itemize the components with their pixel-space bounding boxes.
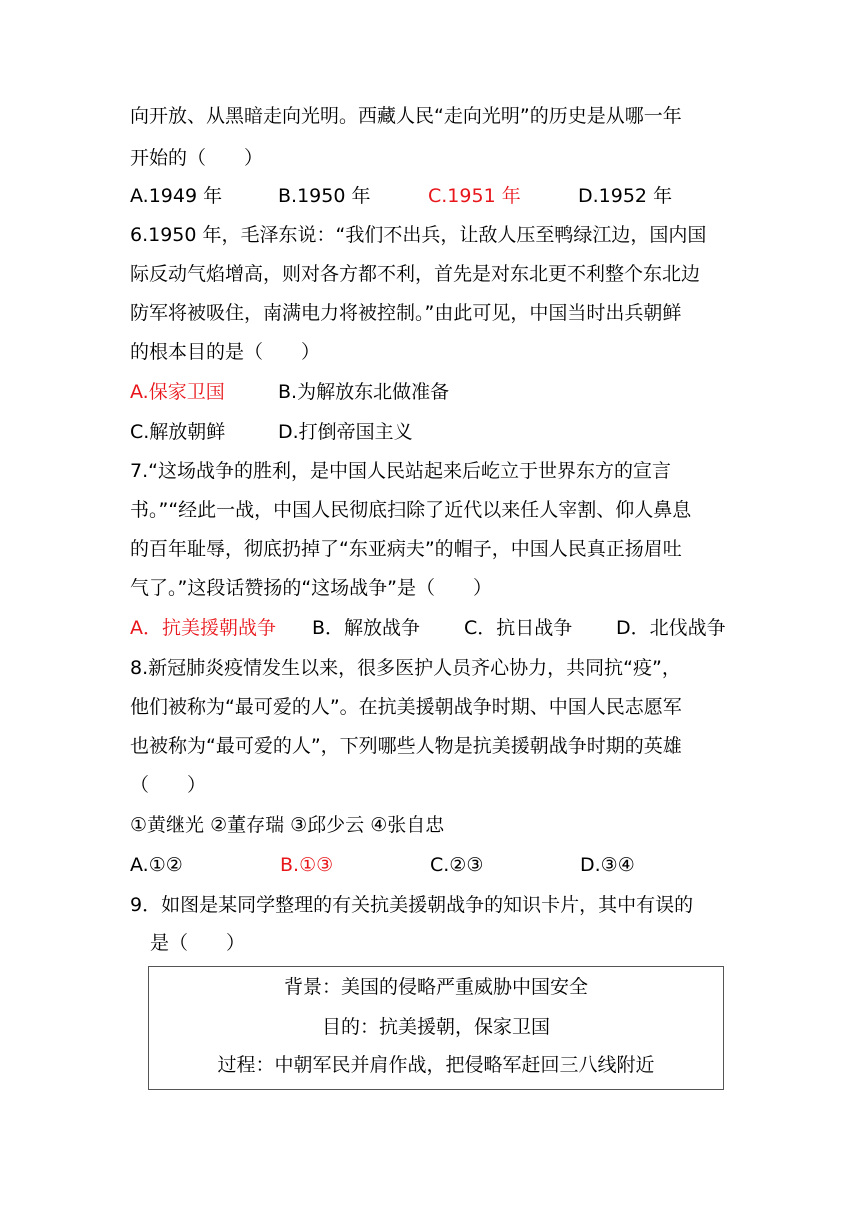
q9-line-2: 是（ ）	[150, 932, 246, 954]
q8-line-3: 也被称为“最可爱的人”，下列哪些人物是抗美援朝战争时期的英雄	[130, 735, 682, 757]
q8-option-d: D.③④	[580, 854, 635, 876]
q6-line-2: 际反动气焰增高，则对各方都不利，首先是对东北更不利整个东北边	[130, 263, 701, 285]
q5-line-2: 开始的（ ）	[130, 147, 264, 169]
q7-line-1: 7.“这场战争的胜利，是中国人民站起来后屹立于世界东方的宣言	[130, 460, 671, 482]
q6-line-4: 的根本目的是（ ）	[130, 341, 321, 363]
q5-option-d: D.1952 年	[578, 185, 673, 207]
q9-line-1: 9．如图是某同学整理的有关抗美援朝战争的知识卡片，其中有误的	[130, 894, 694, 916]
q6-option-a-answer: A.保家卫国	[130, 381, 225, 403]
q7-option-c: C．抗日战争	[464, 617, 573, 639]
q6-option-b: B.为解放东北做准备	[278, 381, 450, 403]
q6-line-3: 防军将被吸住，南满电力将被控制。”由此可见，中国当时出兵朝鲜	[130, 302, 682, 324]
q8-choices: ①黄继光 ②董存瑞 ③邱少云 ④张自忠	[130, 814, 445, 836]
q6-option-d: D.打倒帝国主义	[278, 421, 413, 443]
q8-line-2: 他们被称为“最可爱的人”。在抗美援朝战争时期、中国人民志愿军	[130, 696, 682, 718]
q6-line-1: 6.1950 年，毛泽东说：“我们不出兵，让敌人压至鸭绿江边，国内国	[130, 224, 707, 246]
q7-option-d: D．北伐战争	[616, 617, 726, 639]
knowledge-card	[148, 966, 724, 1090]
card-process-line: 过程：中朝军民并肩作战，把侵略军赶回三八线附近	[217, 1054, 655, 1076]
card-background-line: 背景：美国的侵略严重威胁中国安全	[283, 976, 588, 998]
q5-option-b: B.1950 年	[278, 185, 371, 207]
q8-option-b-answer: B.①③	[280, 854, 334, 876]
q7-line-4: 气了。”这段话赞扬的“这场战争”是（ ）	[130, 577, 493, 599]
q8-option-c: C.②③	[430, 854, 484, 876]
q5-option-c-answer: C.1951 年	[428, 185, 521, 207]
q5-line-1: 向开放、从黑暗走向光明。西藏人民“走向光明”的历史是从哪一年	[130, 105, 682, 127]
q7-option-a-answer: A．抗美援朝战争	[130, 617, 276, 639]
q5-option-a: A.1949 年	[130, 185, 223, 207]
q7-option-b: B．解放战争	[312, 617, 421, 639]
q7-line-2: 书。”“经此一战，中国人民彻底扫除了近代以来任人宰割、仰人鼻息	[130, 499, 692, 521]
q8-option-a: A.①②	[130, 854, 183, 876]
q6-option-c: C.解放朝鲜	[130, 421, 226, 443]
q8-line-1: 8.新冠肺炎疫情发生以来，很多医护人员齐心协力，共同抗“疫”，	[130, 657, 681, 679]
card-purpose-line: 目的：抗美援朝，保家卫国	[321, 1016, 550, 1038]
q7-line-3: 的百年耻辱，彻底扔掉了“东亚病夫”的帽子，中国人民真正扬眉吐	[130, 538, 682, 560]
q8-line-4: （ ）	[130, 774, 207, 796]
